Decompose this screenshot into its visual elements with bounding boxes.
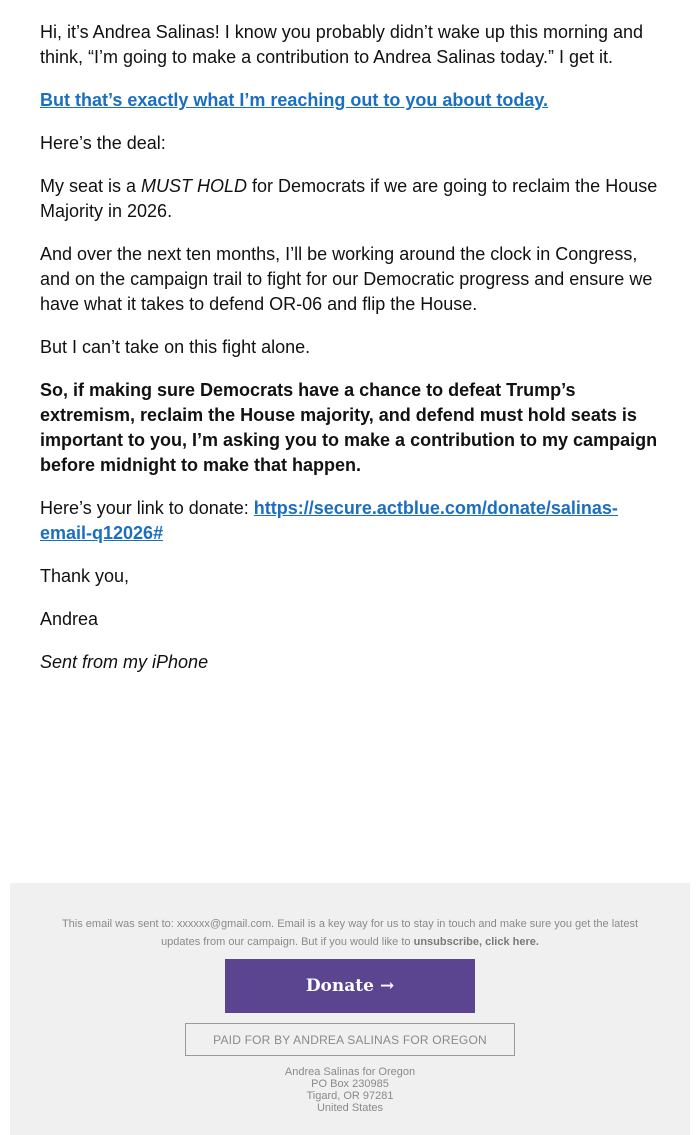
deal-paragraph: Here’s the deal: xyxy=(40,133,166,153)
alone-paragraph: But I can’t take on this fight alone. xyxy=(40,337,311,357)
seat-paragraph xyxy=(40,174,665,224)
months-paragraph: And over the next ten months, I’ll be working around the clock in Congress, and on the campaign trail to fight for our Democratic progress and ensure we have what it takes to defend OR-06 and flip the House. xyxy=(40,244,653,314)
mailing-address xyxy=(10,1066,690,1114)
address-line: Andrea Salinas for Oregon xyxy=(284,1066,416,1078)
email-footer xyxy=(10,883,690,1135)
sent-from-text: Sent from my iPhone xyxy=(40,652,209,672)
footer-note xyxy=(50,915,650,951)
donate-button[interactable] xyxy=(225,959,475,1013)
paid-for-disclaimer: PAID FOR BY ANDREA SALINAS FOR OREGON xyxy=(185,1023,515,1056)
seat-suffix: for Democrats if we are going to reclaim the House Majority in 2026. xyxy=(40,176,658,221)
arrow-right-icon: → xyxy=(379,976,395,996)
donate-prefix: Here’s your link to donate: xyxy=(40,498,254,518)
intro-paragraph: Hi, it’s Andrea Salinas! I know you probably didn’t wake up this morning and think, “I’m going to make a contribution to Andrea Salinas today.” I get it. xyxy=(40,22,644,67)
signature: Andrea xyxy=(40,609,99,629)
donate-url-link[interactable]: https://secure.actblue.com/donate/salinas-email-q12026# xyxy=(40,498,618,543)
donate-button-label: Donate xyxy=(305,976,374,996)
email-body xyxy=(40,20,665,693)
footer-note-text: This email was sent to: xxxxxx@gmail.com. Email is a key way for us to stay in touch and make sure you get the latest updates from our campaign. But if you would like to xyxy=(61,918,639,948)
ask-paragraph: So, if making sure Democrats have a chance to defeat Trump’s extremism, reclaim the House majority, and defend must hold seats is important to you, I’m asking you to make a contribution to my campaign before midnight to make that happen. xyxy=(40,380,658,475)
address-line: United States xyxy=(316,1102,384,1114)
seat-prefix: My seat is a xyxy=(40,176,142,196)
donate-link-paragraph xyxy=(40,496,665,546)
address-line: PO Box 230985 xyxy=(311,1078,389,1090)
cta-link[interactable]: But that’s exactly what I’m reaching out to you about today. xyxy=(40,90,549,110)
seat-emphasis: MUST HOLD xyxy=(141,176,248,196)
address-line: Tigard, OR 97281 xyxy=(306,1090,394,1102)
cta-paragraph xyxy=(40,88,665,113)
unsubscribe-link[interactable]: unsubscribe, click here. xyxy=(413,936,539,948)
sent-from xyxy=(40,650,665,675)
thanks-paragraph: Thank you, xyxy=(40,566,130,586)
